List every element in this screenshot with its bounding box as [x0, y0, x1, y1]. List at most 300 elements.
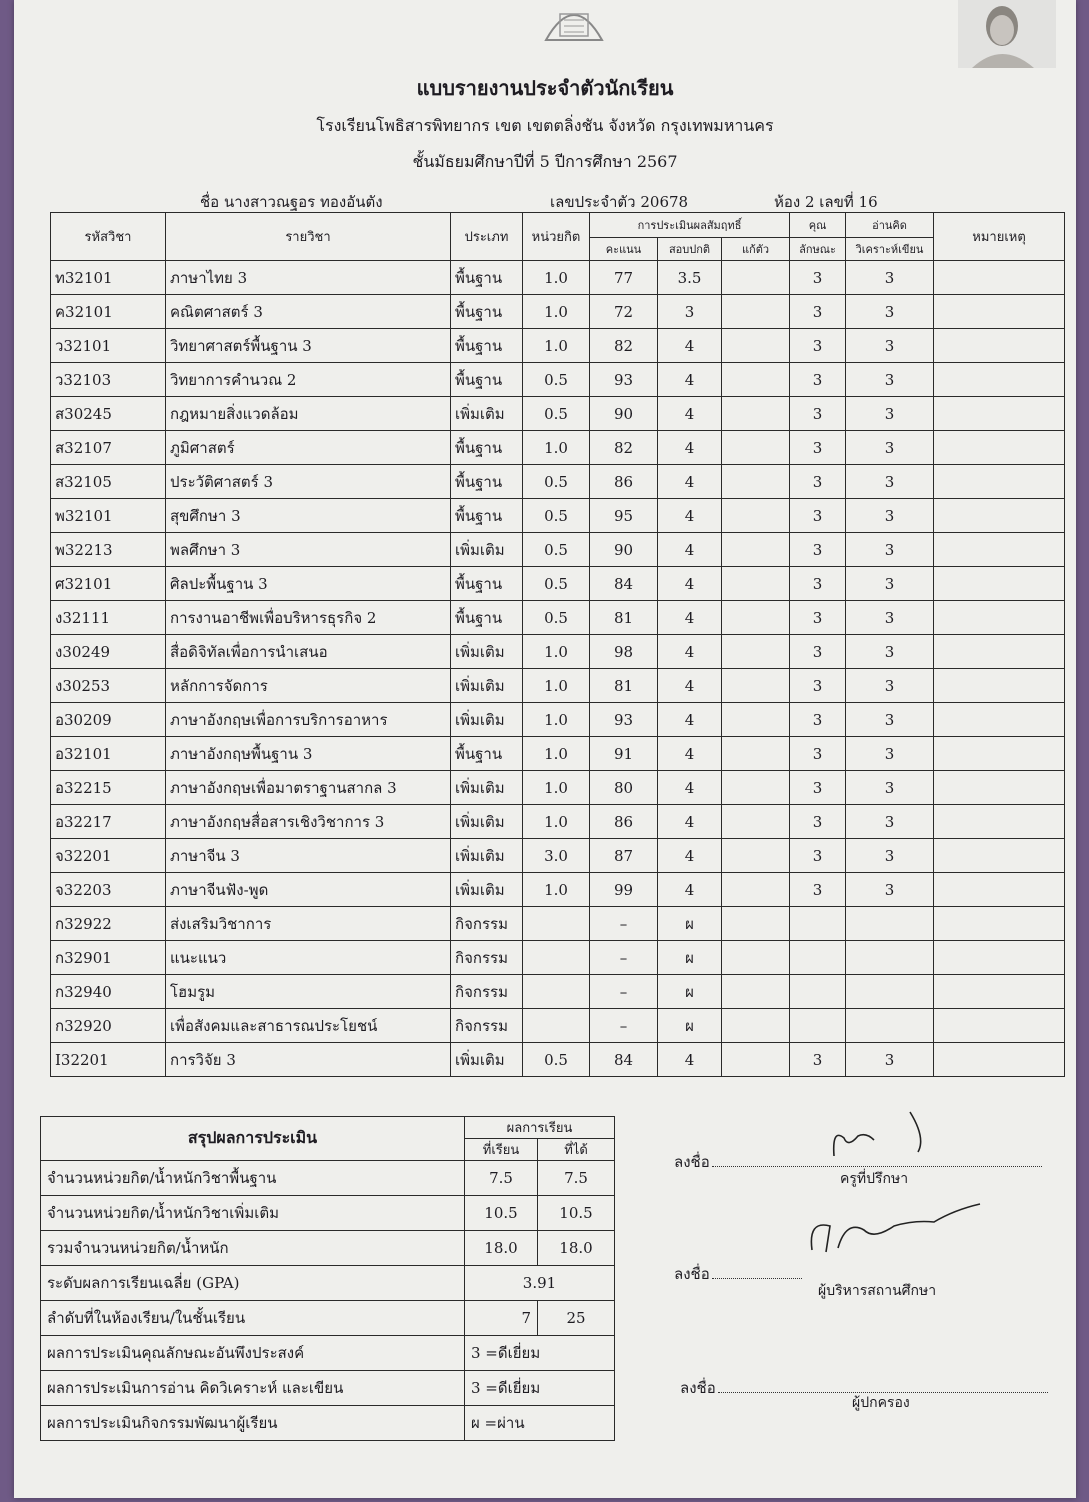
col-remark: หมายเหตุ [934, 213, 1065, 261]
row-normal: ผ [658, 1009, 722, 1043]
row-code: จ32203 [51, 873, 166, 907]
row-remark [934, 499, 1065, 533]
col-score: คะแนน [590, 238, 658, 261]
row-remark [934, 839, 1065, 873]
summary-title: สรุปผลการประเมิน [41, 1117, 465, 1161]
activity-label: ผลการประเมินกิจกรรมพัฒนาผู้เรียน [41, 1406, 465, 1441]
row-score: 91 [590, 737, 658, 771]
row-char: 3 [790, 635, 846, 669]
row-credit: 1.0 [523, 771, 590, 805]
row-normal: ผ [658, 907, 722, 941]
row-code: ส30245 [51, 397, 166, 431]
summary-label: จำนวนหน่วยกิต/น้ำหนักวิชาเพิ่มเติม [41, 1196, 465, 1231]
row-credit: 1.0 [523, 261, 590, 295]
student-id: เลขประจำตัว 20678 [550, 193, 689, 211]
row-normal: 4 [658, 805, 722, 839]
row-subject: ประวัติศาสตร์ 3 [166, 465, 451, 499]
row-retake [722, 329, 790, 363]
row-credit: 3.0 [523, 839, 590, 873]
row-score: 95 [590, 499, 658, 533]
row-normal: 4 [658, 329, 722, 363]
row-type: เพิ่มเติม [451, 669, 523, 703]
summary-studied: 7.5 [465, 1161, 538, 1196]
table-row [51, 567, 1065, 601]
row-read: 3 [846, 601, 934, 635]
char-label: ผลการประเมินคุณลักษณะอันพึงประสงค์ [41, 1336, 465, 1371]
row-char: 3 [790, 1043, 846, 1077]
row-normal: 4 [658, 635, 722, 669]
row-retake [722, 1009, 790, 1043]
row-score: 82 [590, 329, 658, 363]
row-normal: 4 [658, 533, 722, 567]
row-char [790, 941, 846, 975]
row-read: 3 [846, 703, 934, 737]
row-char [790, 1009, 846, 1043]
table-row [51, 839, 1065, 873]
row-remark [934, 907, 1065, 941]
row-score: 99 [590, 873, 658, 907]
row-score: 81 [590, 669, 658, 703]
row-read: 3 [846, 737, 934, 771]
row-credit: 0.5 [523, 397, 590, 431]
row-retake [722, 703, 790, 737]
table-row [51, 295, 1065, 329]
row-read: 3 [846, 499, 934, 533]
row-read [846, 1009, 934, 1043]
row-score: 98 [590, 635, 658, 669]
row-read [846, 975, 934, 1009]
row-char: 3 [790, 839, 846, 873]
row-code: อ32215 [51, 771, 166, 805]
row-read: 3 [846, 397, 934, 431]
row-retake [722, 567, 790, 601]
row-retake [722, 975, 790, 1009]
row-type: พื้นฐาน [451, 465, 523, 499]
row-score: 84 [590, 567, 658, 601]
row-retake [722, 839, 790, 873]
report-title: แบบรายงานประจำตัวนักเรียน [416, 76, 674, 100]
row-code: ก32940 [51, 975, 166, 1009]
row-score: – [590, 941, 658, 975]
table-row [51, 397, 1065, 431]
row-normal: 4 [658, 703, 722, 737]
student-name: ชื่อ นางสาวณฐอร ทองอันตัง [200, 193, 383, 211]
rank-class: 25 [538, 1301, 615, 1336]
school-line: โรงเรียนโพธิสารพิทยากร เขต เขตตลิ่งชัน จังหวัด กรุงเทพมหานคร [316, 116, 774, 135]
advisor-signature-icon [814, 1098, 954, 1168]
row-type: พื้นฐาน [451, 329, 523, 363]
row-retake [722, 873, 790, 907]
col-read-top: อ่านคิด [846, 213, 934, 238]
row-credit: 1.0 [523, 329, 590, 363]
table-row [51, 1009, 1065, 1043]
row-read: 3 [846, 295, 934, 329]
row-type: พื้นฐาน [451, 499, 523, 533]
row-read: 3 [846, 329, 934, 363]
row-subject: ภาษาอังกฤษเพื่อมาตราฐานสากล 3 [166, 771, 451, 805]
col-credit: หน่วยกิต [523, 213, 590, 261]
row-char: 3 [790, 567, 846, 601]
row-read: 3 [846, 1043, 934, 1077]
row-subject: เพื่อสังคมและสาธารณประโยชน์ [166, 1009, 451, 1043]
row-type: เพิ่มเติม [451, 635, 523, 669]
gpa-value: 3.91 [465, 1266, 615, 1301]
row-normal: 3.5 [658, 261, 722, 295]
row-retake [722, 771, 790, 805]
school-emblem-icon [534, 0, 614, 48]
row-subject: วิทยาศาสตร์พื้นฐาน 3 [166, 329, 451, 363]
row-credit: 1.0 [523, 805, 590, 839]
col-code: รหัสวิชา [51, 213, 166, 261]
row-credit: 0.5 [523, 1043, 590, 1077]
row-subject: การงานอาชีพเพื่อบริหารธุรกิจ 2 [166, 601, 451, 635]
row-remark [934, 805, 1065, 839]
summary-earned: 18.0 [538, 1231, 615, 1266]
row-code: อ32101 [51, 737, 166, 771]
summary-earned: 10.5 [538, 1196, 615, 1231]
row-read: 3 [846, 771, 934, 805]
row-remark [934, 567, 1065, 601]
row-code: จ32201 [51, 839, 166, 873]
row-char: 3 [790, 465, 846, 499]
row-code: ว32101 [51, 329, 166, 363]
row-score: – [590, 907, 658, 941]
row-retake [722, 499, 790, 533]
row-subject: สุขศึกษา 3 [166, 499, 451, 533]
row-credit: 0.5 [523, 533, 590, 567]
row-subject: สื่อดิจิทัลเพื่อการนำเสนอ [166, 635, 451, 669]
table-row [51, 975, 1065, 1009]
row-type: เพิ่มเติม [451, 533, 523, 567]
row-char: 3 [790, 499, 846, 533]
row-char: 3 [790, 261, 846, 295]
row-type: พื้นฐาน [451, 261, 523, 295]
row-code: ศ32101 [51, 567, 166, 601]
rank-room: 7 [465, 1301, 538, 1336]
row-read: 3 [846, 873, 934, 907]
row-read: 3 [846, 465, 934, 499]
summary-table [40, 1116, 615, 1441]
row-normal: 4 [658, 669, 722, 703]
row-remark [934, 1009, 1065, 1043]
row-char [790, 907, 846, 941]
row-char: 3 [790, 805, 846, 839]
row-normal: 4 [658, 465, 722, 499]
col-assessment: การประเมินผลสัมฤทธิ์ [590, 213, 790, 238]
row-subject: คณิตศาสตร์ 3 [166, 295, 451, 329]
row-normal: ผ [658, 975, 722, 1009]
row-type: เพิ่มเติม [451, 703, 523, 737]
row-score: 81 [590, 601, 658, 635]
row-read: 3 [846, 635, 934, 669]
row-credit: 0.5 [523, 499, 590, 533]
row-char: 3 [790, 295, 846, 329]
row-type: พื้นฐาน [451, 431, 523, 465]
summary-earned: 7.5 [538, 1161, 615, 1196]
row-retake [722, 295, 790, 329]
table-row [51, 499, 1065, 533]
row-remark [934, 941, 1065, 975]
row-remark [934, 261, 1065, 295]
row-normal: 4 [658, 737, 722, 771]
table-row [51, 737, 1065, 771]
row-normal: 4 [658, 771, 722, 805]
row-code: I32201 [51, 1043, 166, 1077]
row-retake [722, 805, 790, 839]
row-credit: 1.0 [523, 873, 590, 907]
row-read: 3 [846, 669, 934, 703]
student-photo [958, 0, 1056, 68]
table-row [51, 873, 1065, 907]
row-subject: แนะแนว [166, 941, 451, 975]
row-score: – [590, 975, 658, 1009]
row-subject: ส่งเสริมวิชาการ [166, 907, 451, 941]
row-code: ค32101 [51, 295, 166, 329]
row-normal: 4 [658, 601, 722, 635]
col-read-bottom: วิเคราะห์เขียน [846, 238, 934, 261]
summary-label: จำนวนหน่วยกิต/น้ำหนักวิชาพื้นฐาน [41, 1161, 465, 1196]
row-credit: 1.0 [523, 703, 590, 737]
summary-studied-header: ที่เรียน [465, 1139, 538, 1161]
row-type: กิจกรรม [451, 975, 523, 1009]
read-value: 3 =ดีเยี่ยม [465, 1371, 615, 1406]
row-subject: ภาษาอังกฤษพื้นฐาน 3 [166, 737, 451, 771]
row-score: 86 [590, 465, 658, 499]
row-retake [722, 397, 790, 431]
row-retake [722, 941, 790, 975]
col-normal: สอบปกติ [658, 238, 722, 261]
row-remark [934, 873, 1065, 907]
row-credit: 0.5 [523, 601, 590, 635]
row-subject: ภูมิศาสตร์ [166, 431, 451, 465]
row-code: ง32111 [51, 601, 166, 635]
row-read [846, 941, 934, 975]
row-normal: 4 [658, 499, 722, 533]
table-row [51, 261, 1065, 295]
row-code: ก32922 [51, 907, 166, 941]
grades-table [50, 212, 1065, 1077]
row-read: 3 [846, 567, 934, 601]
row-normal: 3 [658, 295, 722, 329]
row-remark [934, 703, 1065, 737]
summary-label: รวมจำนวนหน่วยกิต/น้ำหนัก [41, 1231, 465, 1266]
row-code: ส32107 [51, 431, 166, 465]
table-row [51, 703, 1065, 737]
row-score: – [590, 1009, 658, 1043]
row-code: ส32105 [51, 465, 166, 499]
row-char: 3 [790, 669, 846, 703]
row-credit: 1.0 [523, 635, 590, 669]
row-code: พ32101 [51, 499, 166, 533]
room-number: ห้อง 2 เลขที่ 16 [774, 193, 878, 211]
row-code: ง30253 [51, 669, 166, 703]
row-type: เพิ่มเติม [451, 771, 523, 805]
row-credit: 0.5 [523, 363, 590, 397]
row-type: เพิ่มเติม [451, 805, 523, 839]
row-credit: 1.0 [523, 737, 590, 771]
col-char-bottom: ลักษณะ [790, 238, 846, 261]
activity-value: ผ =ผ่าน [465, 1406, 615, 1441]
row-normal: 4 [658, 1043, 722, 1077]
row-score: 80 [590, 771, 658, 805]
row-type: พื้นฐาน [451, 567, 523, 601]
row-type: พื้นฐาน [451, 601, 523, 635]
row-normal: ผ [658, 941, 722, 975]
table-row [51, 907, 1065, 941]
row-remark [934, 329, 1065, 363]
row-char: 3 [790, 737, 846, 771]
read-label: ผลการประเมินการอ่าน คิดวิเคราะห์ และเขียน [41, 1371, 465, 1406]
summary-studied: 10.5 [465, 1196, 538, 1231]
row-subject: กฎหมายสิ่งแวดล้อม [166, 397, 451, 431]
table-row [51, 669, 1065, 703]
row-credit [523, 941, 590, 975]
row-remark [934, 669, 1065, 703]
row-retake [722, 533, 790, 567]
row-subject: ภาษาจีนฟัง-พูด [166, 873, 451, 907]
row-read [846, 907, 934, 941]
grade-line: ชั้นมัธยมศึกษาปีที่ 5 ปีการศึกษา 2567 [412, 152, 678, 171]
summary-earned-header: ที่ได้ [538, 1139, 615, 1161]
row-remark [934, 737, 1065, 771]
row-type: กิจกรรม [451, 907, 523, 941]
table-row [51, 941, 1065, 975]
row-code: ก32901 [51, 941, 166, 975]
table-row [51, 363, 1065, 397]
gpa-label: ระดับผลการเรียนเฉลี่ย (GPA) [41, 1266, 465, 1301]
row-remark [934, 601, 1065, 635]
summary-result-header: ผลการเรียน [465, 1117, 615, 1139]
row-code: พ32213 [51, 533, 166, 567]
row-read: 3 [846, 805, 934, 839]
advisor-signature-line: ลงชื่อ [674, 1150, 1042, 1174]
table-row [51, 533, 1065, 567]
col-char-top: คุณ [790, 213, 846, 238]
row-code: อ32217 [51, 805, 166, 839]
row-credit [523, 1009, 590, 1043]
row-type: เพิ่มเติม [451, 839, 523, 873]
table-row [51, 465, 1065, 499]
row-subject: ศิลปะพื้นฐาน 3 [166, 567, 451, 601]
parent-signature-line: ลงชื่อ [680, 1376, 1048, 1400]
table-row [51, 805, 1065, 839]
row-remark [934, 533, 1065, 567]
row-remark [934, 295, 1065, 329]
table-row [51, 635, 1065, 669]
row-code: ว32103 [51, 363, 166, 397]
row-code: ก32920 [51, 1009, 166, 1043]
row-retake [722, 363, 790, 397]
row-code: ง30249 [51, 635, 166, 669]
row-score: 82 [590, 431, 658, 465]
row-retake [722, 465, 790, 499]
row-subject: หลักการจัดการ [166, 669, 451, 703]
row-char: 3 [790, 397, 846, 431]
row-remark [934, 465, 1065, 499]
parent-title: ผู้ปกครอง [852, 1395, 910, 1411]
row-subject: ภาษาอังกฤษสื่อสารเชิงวิชาการ 3 [166, 805, 451, 839]
row-normal: 4 [658, 839, 722, 873]
row-type: เพิ่มเติม [451, 397, 523, 431]
row-score: 87 [590, 839, 658, 873]
col-retake: แก้ตัว [722, 238, 790, 261]
row-normal: 4 [658, 567, 722, 601]
row-credit: 0.5 [523, 465, 590, 499]
row-score: 90 [590, 397, 658, 431]
table-row [51, 431, 1065, 465]
row-score: 72 [590, 295, 658, 329]
row-subject: ภาษาไทย 3 [166, 261, 451, 295]
row-type: กิจกรรม [451, 1009, 523, 1043]
row-retake [722, 669, 790, 703]
row-remark [934, 975, 1065, 1009]
char-value: 3 =ดีเยี่ยม [465, 1336, 615, 1371]
row-retake [722, 261, 790, 295]
row-type: พื้นฐาน [451, 363, 523, 397]
row-read: 3 [846, 261, 934, 295]
row-retake [722, 907, 790, 941]
row-char: 3 [790, 771, 846, 805]
row-char: 3 [790, 703, 846, 737]
row-read: 3 [846, 839, 934, 873]
row-char: 3 [790, 363, 846, 397]
row-remark [934, 635, 1065, 669]
row-normal: 4 [658, 431, 722, 465]
summary-studied: 18.0 [465, 1231, 538, 1266]
row-credit: 1.0 [523, 669, 590, 703]
table-row [51, 1043, 1065, 1077]
row-char [790, 975, 846, 1009]
row-char: 3 [790, 329, 846, 363]
row-type: เพิ่มเติม [451, 873, 523, 907]
row-read: 3 [846, 533, 934, 567]
row-char: 3 [790, 873, 846, 907]
report-card-page [14, 0, 1076, 1498]
row-subject: โฮมรูม [166, 975, 451, 1009]
row-code: ท32101 [51, 261, 166, 295]
row-type: เพิ่มเติม [451, 1043, 523, 1077]
row-char: 3 [790, 533, 846, 567]
row-retake [722, 1043, 790, 1077]
row-subject: พลศึกษา 3 [166, 533, 451, 567]
row-normal: 4 [658, 397, 722, 431]
row-remark [934, 1043, 1065, 1077]
row-normal: 4 [658, 873, 722, 907]
row-score: 90 [590, 533, 658, 567]
row-credit [523, 907, 590, 941]
row-retake [722, 737, 790, 771]
row-subject: ภาษาจีน 3 [166, 839, 451, 873]
row-type: กิจกรรม [451, 941, 523, 975]
row-normal: 4 [658, 363, 722, 397]
table-row [51, 329, 1065, 363]
row-retake [722, 431, 790, 465]
rank-label: ลำดับที่ในห้องเรียน/ในชั้นเรียน [41, 1301, 465, 1336]
row-remark [934, 363, 1065, 397]
row-remark [934, 431, 1065, 465]
table-row [51, 601, 1065, 635]
row-char: 3 [790, 431, 846, 465]
director-signature-icon [794, 1200, 984, 1280]
col-type: ประเภท [451, 213, 523, 261]
row-subject: การวิจัย 3 [166, 1043, 451, 1077]
row-retake [722, 601, 790, 635]
row-retake [722, 635, 790, 669]
row-remark [934, 397, 1065, 431]
row-char: 3 [790, 601, 846, 635]
row-subject: วิทยาการคำนวณ 2 [166, 363, 451, 397]
row-score: 77 [590, 261, 658, 295]
